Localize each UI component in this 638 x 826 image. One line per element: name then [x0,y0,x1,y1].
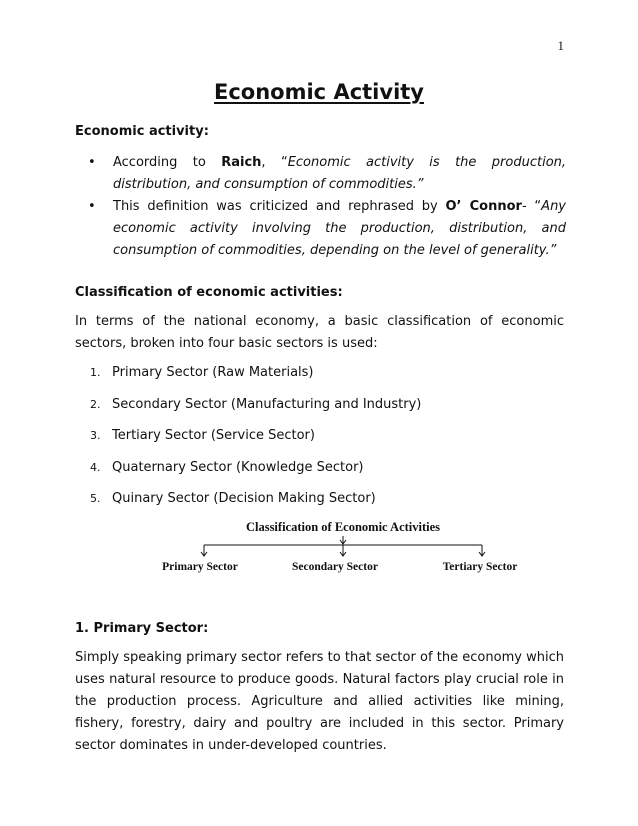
list-item [88,152,566,196]
definition-list [88,152,566,262]
sector-label: Tertiary Sector (Service Sector) [112,428,315,443]
diagram-node-secondary: Secondary Sector [292,561,378,573]
list-item [90,457,421,489]
author-name: Raich [221,155,262,170]
sector-list [90,362,421,520]
list-item [90,394,421,426]
diagram-node-primary: Primary Sector [162,561,238,573]
diagram-node-tertiary: Tertiary Sector [442,561,518,573]
sector-label: Quinary Sector (Decision Making Sector) [112,491,376,506]
classification-diagram [160,514,530,580]
bullet-icon: • [88,155,96,170]
sector-label: Quaternary Sector (Knowledge Sector) [112,459,364,475]
bullet-icon: • [88,199,96,214]
list-item [88,196,566,262]
document-title: Economic Activity [214,80,424,104]
author-name: O’ Connor [445,199,522,214]
economic-activity-heading: Economic activity: [75,124,209,139]
definition-quote: Any economic activity involving the production, distribution, and consumption of commodities, depending on the level of generality.” [113,199,566,258]
diagram-title: Classification of Economic Activities [245,520,441,534]
list-marker: 1. [90,366,101,379]
primary-sector-heading: 1. Primary Sector: [75,621,209,636]
list-marker: 4. [90,460,101,474]
list-item [90,362,421,394]
page-number: 1 [557,38,564,53]
definition-text: According to Raich, “Economic activity is the production, distribution, and consumption of commodities.” [113,155,567,192]
definition-quote: Economic activity is the production, distribution, and consumption of commodities.” [113,155,567,192]
sector-label: Secondary Sector (Manufacturing and Industry) [112,396,422,412]
list-marker: 5. [90,492,101,505]
list-item [90,425,421,457]
sector-label: Primary Sector (Raw Materials) [112,365,314,380]
primary-sector-body: Simply speaking primary sector refers to that sector of the economy which uses natural resource to produce goods. Natural factors play crucial role in the production process. Agriculture and allied activities like mining, fishery, forestry, dairy and poultry are included in this sector. Primary sector dominates in under-developed countries. [75,650,564,753]
list-marker: 3. [90,429,101,442]
list-marker: 2. [90,397,101,411]
classification-intro: In terms of the national economy, a basic classification of economic sectors, broken into four basic sectors is used: [75,314,564,351]
definition-text: This definition was criticized and rephrased by O’ Connor- “Any economic activity involving the production, distribution, and consumption of commodities, depending on the level of generality.” [113,199,566,258]
classification-heading: Classification of economic activities: [75,285,343,300]
